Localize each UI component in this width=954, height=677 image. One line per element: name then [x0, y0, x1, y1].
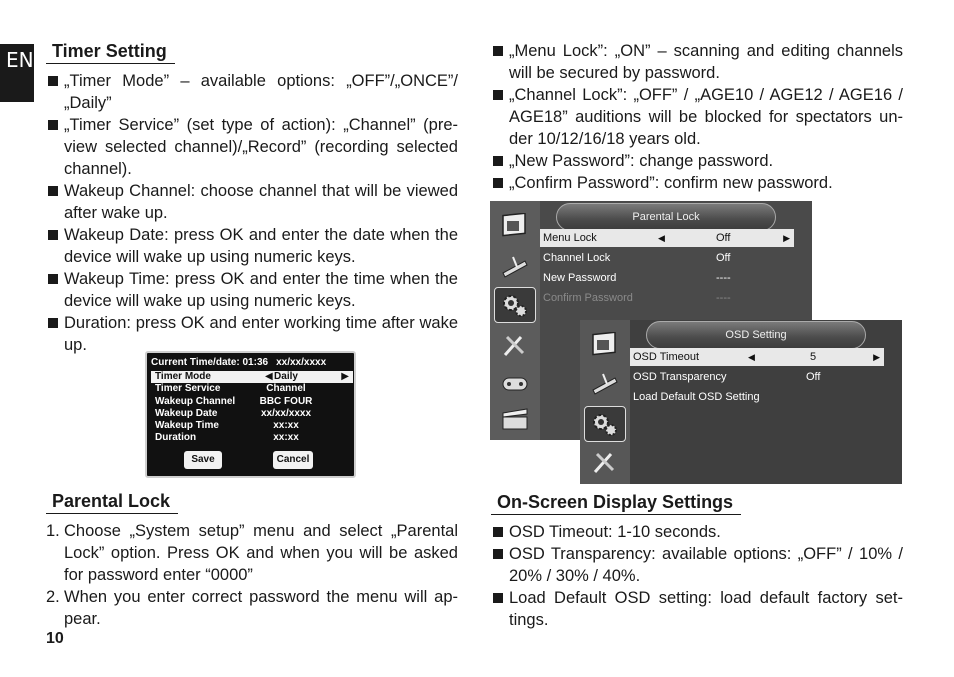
menu-sidebar: [490, 201, 540, 440]
list-item: Duration: press OK and enter working time after wake up.: [46, 312, 458, 356]
list-item: „Confirm Password”: confirm new password.: [491, 172, 903, 194]
arrow-left-icon[interactable]: ◀: [265, 371, 273, 382]
channel-lock-item[interactable]: Channel Lock Off: [543, 252, 731, 264]
osd-section: [491, 491, 903, 631]
save-button[interactable]: Save: [184, 451, 222, 469]
timer-dialog: [145, 351, 356, 478]
parental-lock-section: [46, 490, 458, 630]
osd-setting-menu: [580, 320, 902, 484]
list-item: Wakeup Time: press OK and enter the time when the device will wake up using numeric keys.: [46, 268, 458, 312]
picture-icon[interactable]: [584, 328, 626, 364]
right-column: [491, 40, 903, 194]
osd-transparency-item[interactable]: OSD Transparency Off: [633, 371, 821, 383]
parental-steps: [46, 520, 458, 630]
list-item: „Timer Service” (set type of action): „Channel” (pre-view selected channel)/„Record” (recording selected channel).: [46, 114, 458, 180]
list-item: „Timer Mode” – available options: „OFF”/„ONCE”/„Daily”: [46, 70, 458, 114]
arrow-left-icon[interactable]: ◀: [748, 352, 755, 362]
tools-icon[interactable]: [584, 444, 626, 480]
arrow-left-icon[interactable]: ◀: [658, 233, 665, 243]
game-icon[interactable]: [494, 365, 536, 401]
menu-sidebar: [580, 320, 630, 484]
system-setup-icon[interactable]: [494, 287, 536, 323]
channel-search-icon[interactable]: [494, 249, 536, 285]
cancel-button[interactable]: Cancel: [273, 451, 313, 469]
confirm-password-item[interactable]: Confirm Password ----: [543, 292, 731, 304]
osd-timeout-item[interactable]: OSD Timeout ◀ 5 ▶: [630, 348, 884, 366]
list-item: 2. When you enter correct password the menu will ap-pear.: [46, 588, 458, 628]
language-tab: EN: [0, 44, 34, 102]
wakeup-time-row[interactable]: Wakeup Time xx:xx: [155, 420, 299, 431]
list-item: Wakeup Date: press OK and enter the date when the device will wake up using numeric keys.: [46, 224, 458, 268]
current-time-label: Current Time/date: 01:36 xx/xx/xxxx: [151, 357, 327, 368]
list-item: „Channel Lock”: „OFF” / „AGE10 / AGE12 / AGE16 / AGE18” auditions will be blocked for spectators un-der 10/12/16/18 years old.: [491, 84, 903, 150]
list-item: OSD Transparency: available options: „OFF” / 10% / 20% / 30% / 40%.: [491, 543, 903, 587]
load-default-osd-item[interactable]: Load Default OSD Setting: [633, 391, 760, 403]
list-item: OSD Timeout: 1-10 seconds.: [491, 521, 903, 543]
media-icon[interactable]: [494, 401, 536, 437]
tools-icon[interactable]: [494, 327, 536, 363]
page-number: 10: [46, 630, 64, 647]
arrow-right-icon[interactable]: ▶: [783, 233, 790, 243]
timer-setting-heading: Timer Setting: [46, 40, 175, 64]
arrow-right-icon[interactable]: ▶: [873, 352, 880, 362]
arrow-right-icon[interactable]: ▶: [341, 371, 349, 382]
timer-service-row[interactable]: Timer Service Channel: [155, 383, 306, 394]
timer-bullets: [46, 70, 458, 356]
left-column: [46, 40, 458, 356]
duration-row[interactable]: Duration xx:xx: [155, 432, 299, 443]
osd-bullets: [491, 521, 903, 631]
channel-search-icon[interactable]: [584, 366, 626, 402]
menu-lock-item[interactable]: Menu Lock ◀ Off ▶: [540, 229, 794, 247]
list-item: Load Default OSD setting: load default factory set-tings.: [491, 587, 903, 631]
wakeup-date-row[interactable]: Wakeup Date xx/xx/xxxx: [155, 408, 312, 419]
parental-bullets: [491, 40, 903, 194]
system-setup-icon[interactable]: [584, 406, 626, 442]
current-date: xx/xx/xxxx: [276, 357, 327, 368]
list-item: „New Password”: change password.: [491, 150, 903, 172]
list-item: Wakeup Channel: choose channel that will be viewed after wake up.: [46, 180, 458, 224]
list-item: „Menu Lock”: „ON” – scanning and editing channels will be secured by password.: [491, 40, 903, 84]
new-password-item[interactable]: New Password ----: [543, 272, 731, 284]
parental-lock-heading: Parental Lock: [46, 490, 178, 514]
wakeup-channel-row[interactable]: Wakeup Channel BBC FOUR: [155, 396, 313, 407]
osd-menu-title: OSD Setting: [646, 321, 866, 349]
osd-heading: On-Screen Display Settings: [491, 491, 741, 515]
list-item: 1. Choose „System setup” menu and select „Parental Lock” option. Press OK and when you will be asked for password enter “0000”: [46, 522, 458, 584]
picture-icon[interactable]: [494, 209, 536, 245]
parental-lock-menu-title: Parental Lock: [556, 203, 776, 231]
timer-mode-row[interactable]: Timer Mode ◀ Daily ▶: [151, 371, 353, 383]
